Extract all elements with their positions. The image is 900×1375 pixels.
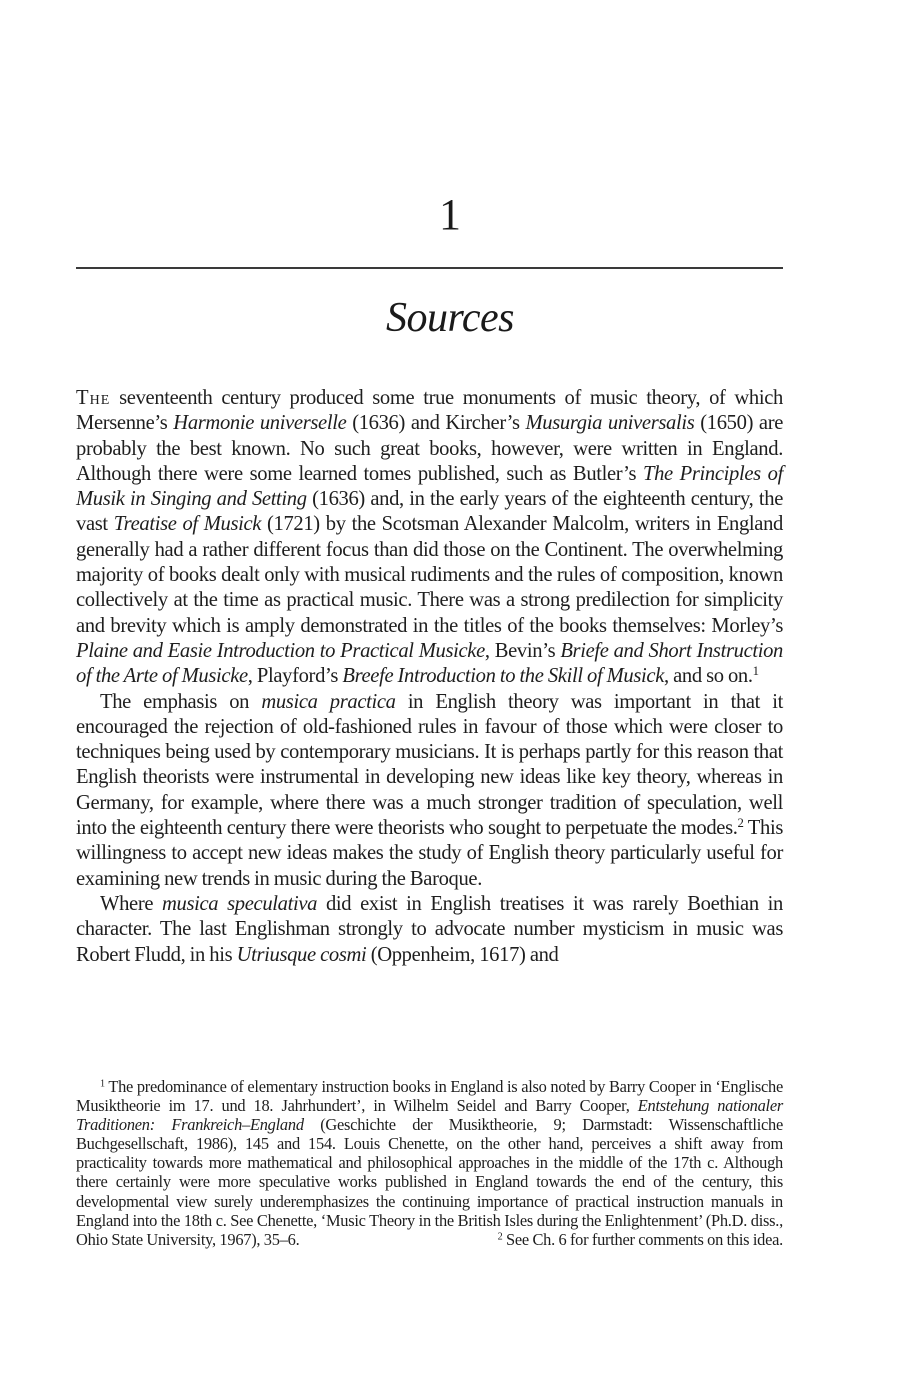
footnote-text: See Ch. 6 for further comments on this idea. — [502, 1229, 783, 1249]
text-run: seventeenth century produced some true monuments of music theory, of which Mersenne’s — [76, 387, 783, 435]
text-run: , Bevin’s — [484, 639, 561, 662]
text-run: The emphasis on — [100, 690, 262, 713]
text-run: This willingness to accept new ideas makes the study of English theory particularly useful for examining new trends in music during the Baroque. — [76, 817, 784, 890]
footnote-text: (Geschichte der Musiktheorie, 9; Darmstadt: Wissenschaftliche Buchgesellschaft, 1986), 145 and 154. Louis Chenette, on the other hand, perceives a shift away from practicality towards more mathematical and philosophical approaches in the middle of the 17th c. Although there certainly were more speculative works published in England towards the end of the century, this developmental view surely underemphasizes the continuing importance of practical instruction manuals in England into the 18th c. See Chenette, ‘Music Theory in the British Isles during the Enlightenment’ (Ph.D. diss., Ohio State University, 1967), 35–6. — [76, 1115, 784, 1249]
book-title: Treatise of Musick — [113, 513, 262, 536]
opening-smallcaps: The — [76, 387, 111, 409]
footnote-text: The predominance of elementary instruction books in England is also noted by Barry Cooper in ‘Englische Musiktheorie im 17. und 18. Jahrhundert’, in Wilhelm Seidel and Barry Cooper, — [76, 1077, 783, 1116]
footnote-ref-1[interactable]: 1 — [752, 664, 759, 679]
italic-term: musica practica — [261, 690, 396, 713]
paragraph-2 — [76, 690, 783, 892]
book-title: Plaine and Easie Introduction to Practical Musicke — [76, 639, 485, 662]
book-title: Breefe Introduction to the Skill of Musick — [342, 665, 664, 688]
chapter-title: Sources — [386, 295, 514, 341]
text-run: , and so on. — [663, 665, 753, 688]
text-run: (1636) and Kircher’s — [346, 412, 526, 435]
book-title: Utriusque cosmi — [236, 943, 367, 966]
text-run: (Oppenheim, 1617) and — [366, 943, 559, 966]
book-title: Entstehung nationaler Traditionen: Frankreich–England — [76, 1096, 783, 1135]
paragraph-1 — [76, 386, 783, 690]
book-title: Harmonie universelle — [173, 412, 347, 435]
text-run: (1650) are probably the best known. No such great books, however, were written in England. Although there were some learned tomes published, such as Butler’s — [76, 412, 784, 485]
book-title: The Principles of Musik in Singing and Setting — [76, 462, 783, 511]
text-run: did exist in English treatises it was rarely Boethian in character. The last Englishman strongly to advocate number mysticism in music was Robert Fludd, in his — [76, 892, 783, 966]
text-run: , Playford’s — [247, 665, 343, 688]
footnote-ref-2[interactable]: 2 — [737, 816, 744, 831]
text-run: in English theory was important in that it encouraged the rejection of old-fashioned rules in favour of those which were closer to techniques being used by contemporary musicians. It is perhaps partly for this reason that English theorists were instrumental in developing new ideas like key theory, whereas in Germany, for example, where there was a much stronger tradition of speculation, well into the eighteenth century there were theorists who sought to perpetuate the modes. — [76, 690, 783, 840]
text-run: Where — [100, 892, 163, 915]
chapter-divider-rule — [76, 267, 783, 269]
book-title: Musurgia universalis — [525, 412, 695, 435]
italic-term: musica speculativa — [162, 892, 318, 915]
text-run: (1636) and, in the early years of the eighteenth century, the vast — [76, 488, 784, 536]
book-title: Briefe and Short Instruction of the Arte of Musicke — [76, 639, 783, 688]
text-run: (1721) by the Scotsman Alexander Malcolm, writers in England generally had a rather different focus than did those on the Continent. The overwhelming majority of books dealt only with musical rudiments and the rules of composition, known collectively at the time as practical music. There was a strong predilection for simplicity and brevity which is amply demonstrated in the titles of the books themselves: Morley’s — [76, 513, 783, 637]
footnote-marker-2: 2 — [497, 1231, 503, 1243]
body-text — [76, 386, 783, 968]
footnote-2 — [474, 1230, 783, 1249]
chapter-number: 1 — [439, 190, 461, 239]
footnotes — [76, 1077, 783, 1249]
footnote-marker-1: 1 — [100, 1078, 105, 1090]
footnote-1 — [76, 1077, 783, 1249]
paragraph-3 — [76, 892, 783, 968]
